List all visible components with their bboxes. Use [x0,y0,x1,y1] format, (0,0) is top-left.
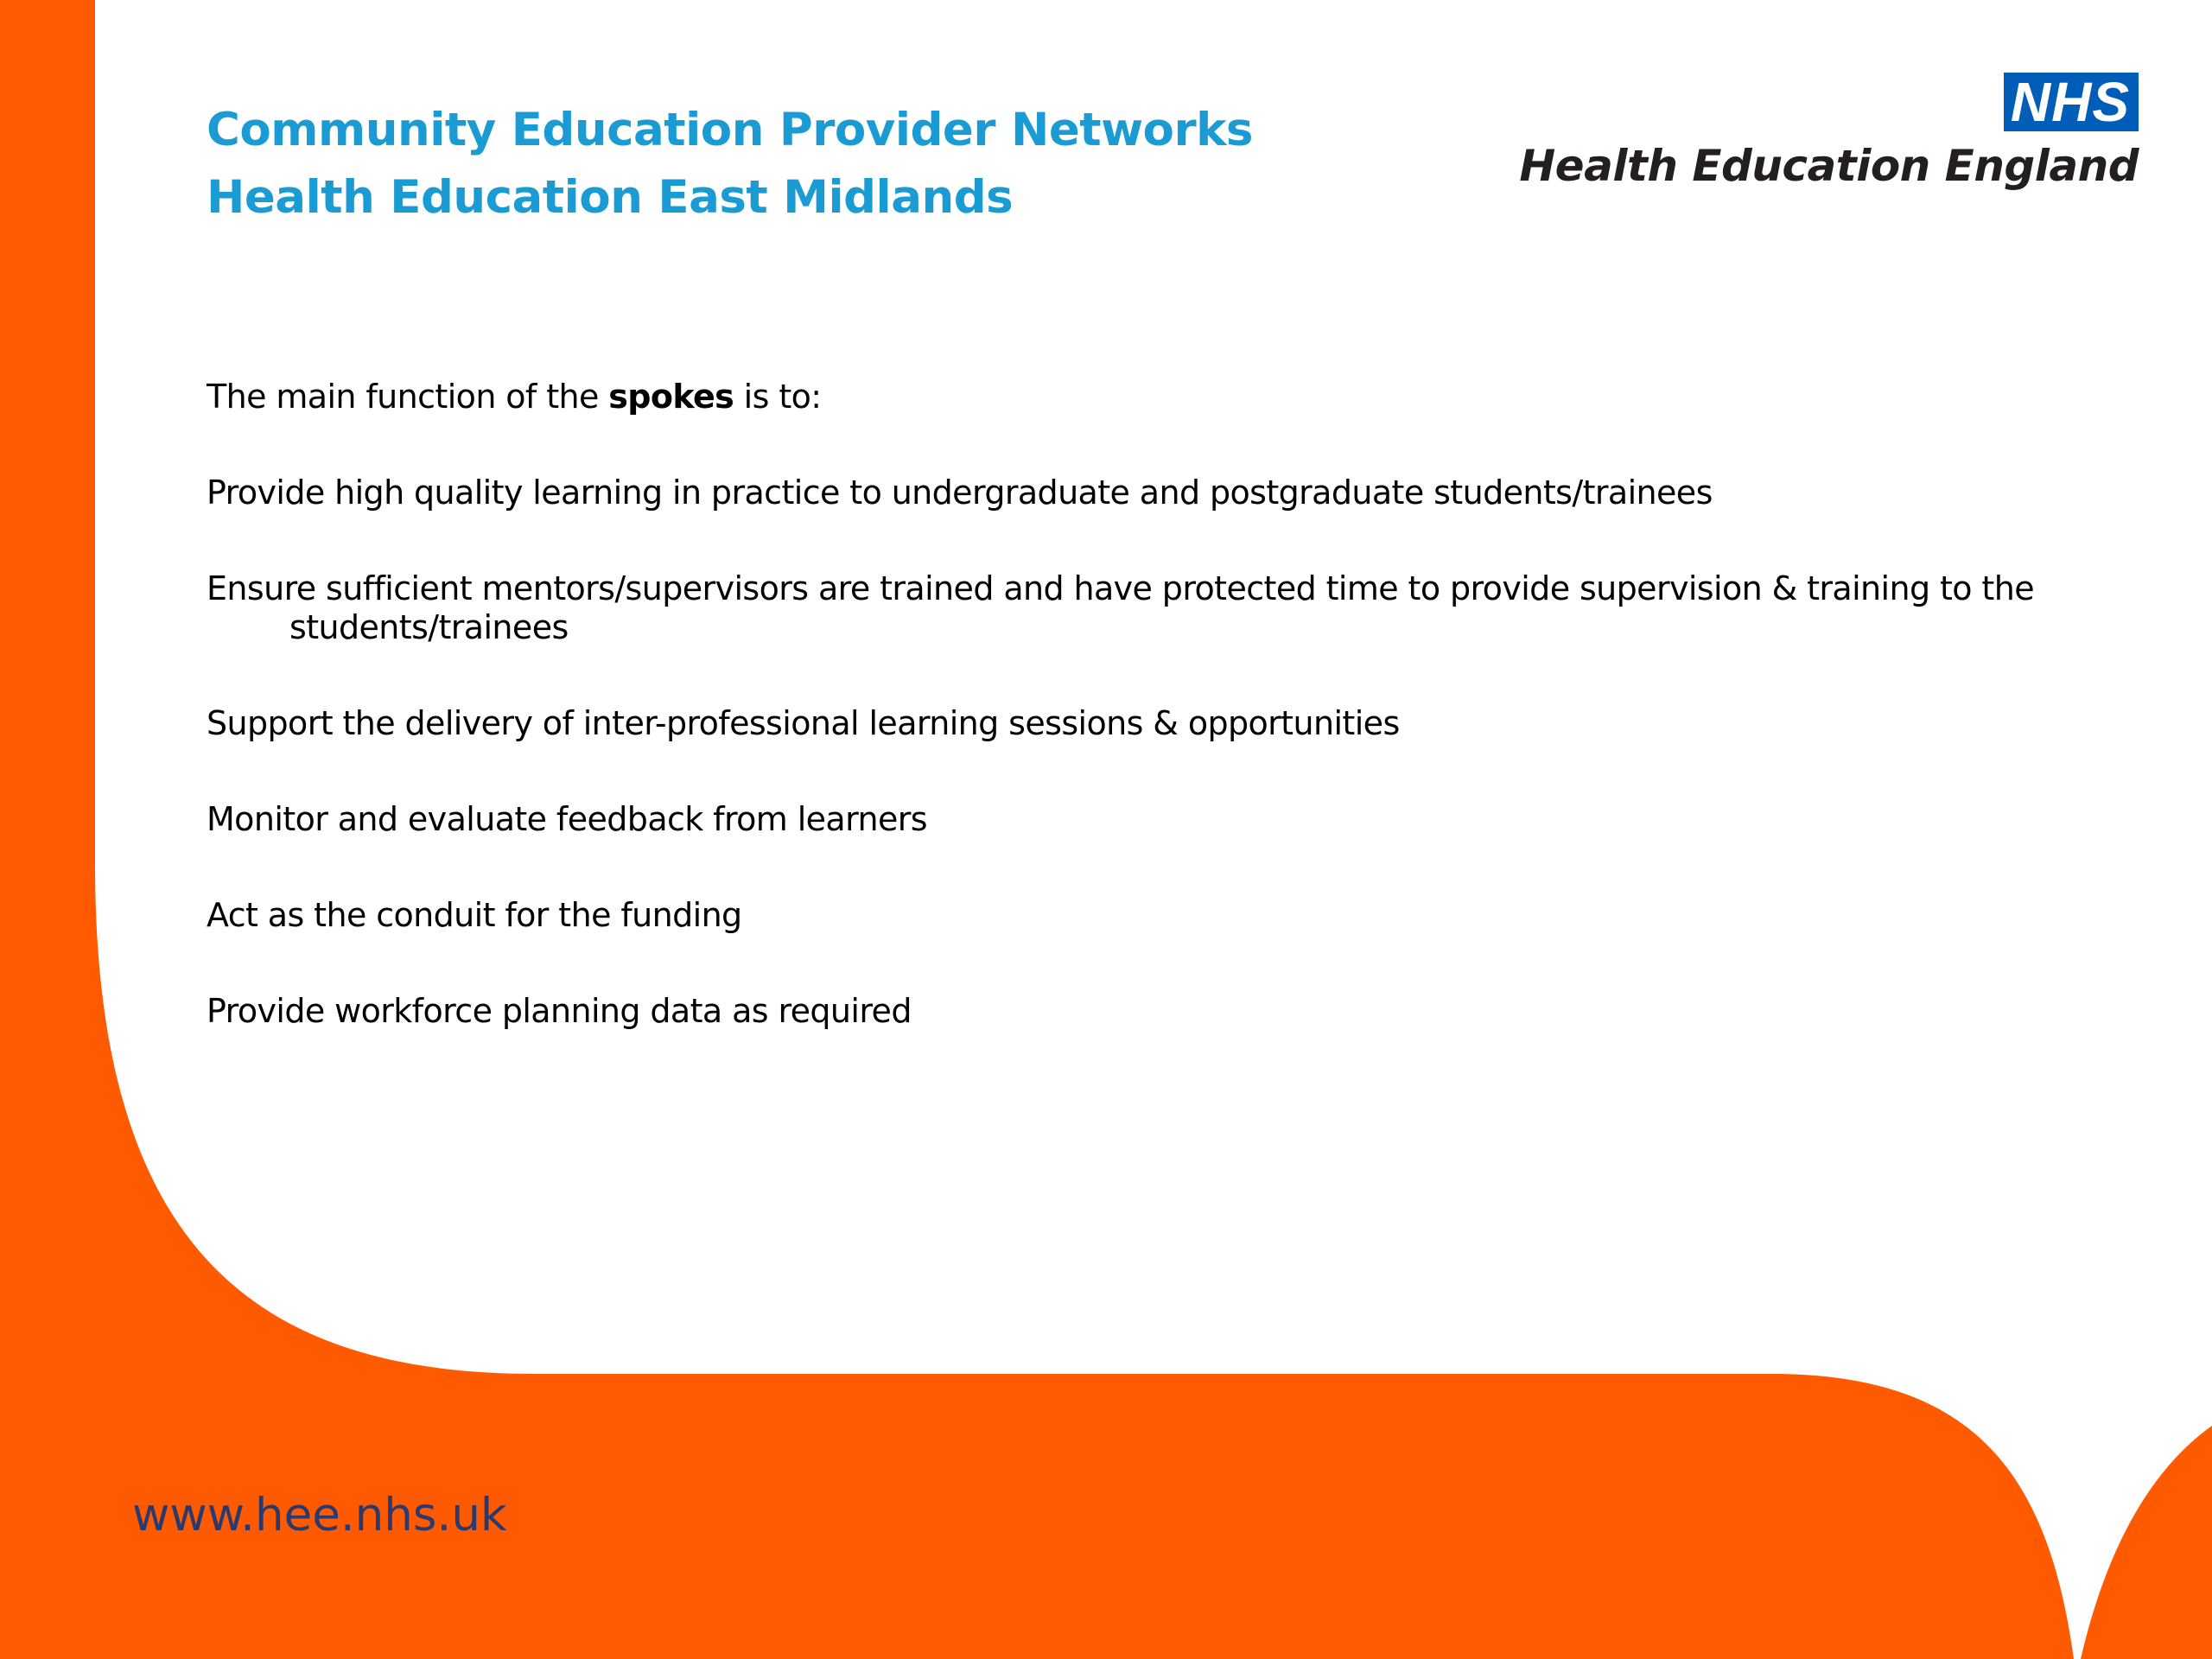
intro-line [207,378,2047,416]
intro-text-after: is to: [734,378,822,416]
function-item: Provide high quality learning in practice to undergraduate and postgraduate students/trainees [207,474,1713,512]
slide-body [207,378,2047,1088]
function-item: Support the delivery of inter-professional learning sessions & opportunities [207,704,1400,742]
function-item: Provide workforce planning data as required [207,992,912,1030]
intro-emphasis: spokes [608,378,734,416]
intro-text-before: The main function of the [207,378,609,416]
nhs-logo-badge: NHS [2004,73,2139,131]
organisation-name: Health Education England [1519,141,2139,191]
orange-corner-fill [2081,1426,2212,1659]
footer-url: www.hee.nhs.uk [132,1489,507,1541]
slide-title [207,97,1253,232]
function-item: Act as the conduit for the funding [207,896,742,934]
function-item: Ensure sufficient mentors/supervisors are trained and have protected time to provide supervision & training to the students/trainees [207,569,2034,646]
title-line-1: Community Education Provider Networks [207,104,1253,156]
nhs-hee-logo [1519,73,2139,192]
title-line-2: Health Education East Midlands [207,171,1014,224]
function-item: Monitor and evaluate feedback from learners [207,800,927,838]
